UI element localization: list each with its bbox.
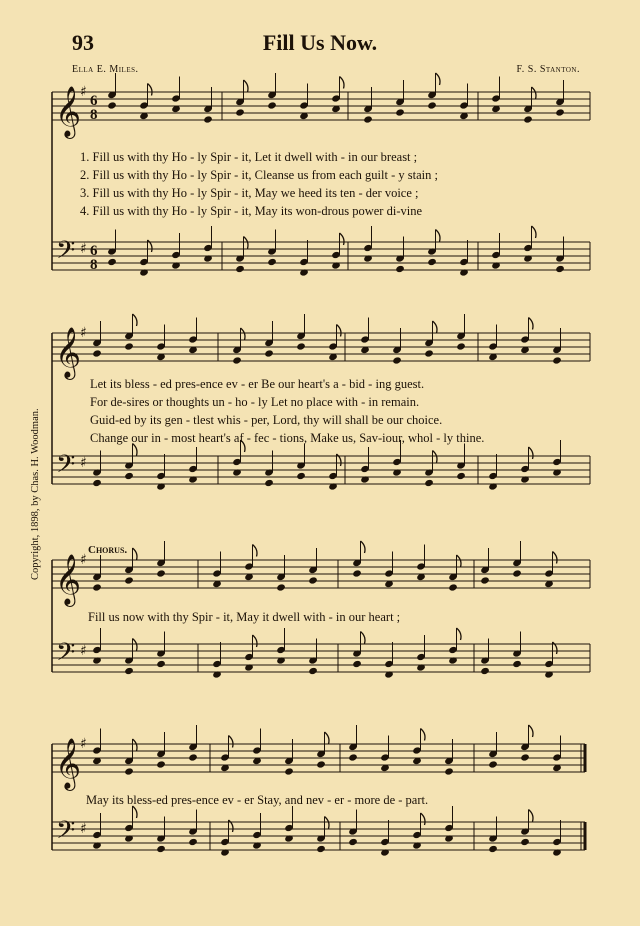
treble-clef-icon: 𝄞 [55,554,82,605]
verse-3-line: 3. Fill us with thy Ho - ly Spir - it, May we heed its ten - der voice ; [80,186,419,200]
note-head [235,265,245,273]
sharp-icon: ♯ [80,736,87,752]
bass-clef-icon: 𝄢 [56,236,76,271]
note-head [480,576,490,584]
note-flag [133,314,138,326]
sharp-icon: ♯ [80,643,87,659]
note-head [124,767,134,775]
sharp-icon: ♯ [80,241,87,257]
note-head [124,576,134,584]
note-head [107,258,117,266]
note-head [348,753,358,761]
treble-clef-icon: 𝄞 [55,86,82,137]
verse-4-line: 4. Fill us with thy Ho - ly Spir - it, May its won-drous power di-vine [80,204,422,218]
note-head [156,760,166,768]
verse-4-line-2: Change our in - most heart's af - fec - tions, Make us, Sav-iour, whol - ly thine. [90,431,485,445]
note-flag [241,328,246,340]
note-flag [253,545,258,557]
note-flag [340,233,345,245]
note-flag [532,87,537,99]
time-signature-bottom: 8 [90,257,98,273]
sharp-icon: ♯ [80,455,87,471]
note-head [352,660,362,668]
sharp-icon: ♯ [80,84,87,100]
note-flag [361,541,366,553]
bass-clef-icon: 𝄢 [56,450,76,485]
note-head [107,101,117,109]
note-head [124,472,134,480]
treble-clef-icon: 𝄞 [55,327,82,378]
note-flag [529,447,534,459]
verse-3-line-2: Guid-ed by its gen - tlest whis - per, Lord, thy will shall be our choice. [90,413,443,427]
bass-clef-icon: 𝄢 [56,638,76,673]
note-flag [529,318,534,330]
sharp-icon: ♯ [80,552,87,568]
note-head [316,760,326,768]
note-head [392,356,402,364]
note-head [488,845,498,853]
note-flag [133,639,138,651]
verse-2-line-2: For de-sires or thoughts un - ho - ly Let no place with - in remain. [90,395,420,409]
note-head [296,342,306,350]
note-head [363,115,373,123]
note-flag [133,548,138,560]
note-head [203,115,213,123]
note-head [488,760,498,768]
note-head [555,108,565,116]
note-head [512,660,522,668]
note-head [395,265,405,273]
note-head [264,479,274,487]
sharp-icon: ♯ [80,325,87,341]
note-flag [421,813,426,825]
note-head [520,753,530,761]
time-signature-top: 6 [90,243,98,259]
note-head [232,356,242,364]
note-head [296,472,306,480]
note-head [348,838,358,846]
note-flag [340,77,345,89]
chorus-line-1: Fill us now with thy Spir - it, May it dwell with - in our heart ; [88,610,401,624]
note-head [188,838,198,846]
note-flag [529,810,534,822]
hymn-number: 93 [72,30,94,55]
treble-clef-icon: 𝄞 [55,738,82,789]
note-head [480,667,490,675]
note-head [308,576,318,584]
note-flag [553,552,558,564]
note-flag [433,451,438,463]
note-flag [421,729,426,741]
chorus-line-2: May its bless-ed pres-ence ev - er Stay, and nev - er - more de - part. [86,793,429,807]
note-head [156,660,166,668]
note-flag [229,736,234,748]
note-head [523,115,533,123]
bass-clef-icon: 𝄢 [56,816,76,851]
note-flag [337,325,342,337]
note-head [427,258,437,266]
note-head [555,265,565,273]
note-head [267,101,277,109]
note-head [92,349,102,357]
note-head [308,667,318,675]
note-head [124,667,134,675]
note-head [92,479,102,487]
note-flag [457,628,462,640]
verse-1-line: 1. Fill us with thy Ho - ly Spir - it, Let it dwell with - in our breast ; [80,150,418,164]
note-head [456,342,466,350]
verse-1-line-2: Let its bless - ed pres-ence ev - er Be our heart's a - bid - ing guest. [90,377,425,391]
note-head [156,569,166,577]
note-head [520,838,530,846]
note-head [395,108,405,116]
verse-2-line: 2. Fill us with thy Ho - ly Spir - it, Cleanse us from each guilt - y stain ; [80,168,438,182]
composer-credit: F. S. Stanton. [516,64,580,75]
note-head [316,845,326,853]
note-head [124,342,134,350]
note-flag [436,73,441,85]
note-head [235,108,245,116]
hymn-title: Fill Us Now. [262,30,378,55]
note-head [264,349,274,357]
note-head [444,767,454,775]
time-signature-top: 6 [90,93,98,109]
note-head [552,356,562,364]
note-flag [433,321,438,333]
sharp-icon: ♯ [80,821,87,837]
note-flag [325,732,330,744]
note-head [267,258,277,266]
copyright-notice: Copyright, 1898, by Chas. H. Woodman. [30,408,41,580]
note-head [188,753,198,761]
note-head [448,583,458,591]
note-head [276,583,286,591]
note-head [456,472,466,480]
note-head [92,583,102,591]
note-head [156,845,166,853]
note-flag [244,237,249,249]
note-flag [529,725,534,737]
chorus-label: Chorus. [88,544,128,556]
lyricist-credit: Ella E. Miles. [72,64,139,75]
note-head [284,767,294,775]
note-head [352,569,362,577]
note-flag [361,632,366,644]
note-flag [253,635,258,647]
note-head [512,569,522,577]
note-flag [133,739,138,751]
note-head [427,101,437,109]
note-flag [532,226,537,238]
note-flag [325,817,330,829]
note-flag [457,555,462,567]
note-head [424,479,434,487]
note-flag [244,80,249,92]
time-signature-bottom: 8 [90,107,98,123]
note-flag [148,84,153,96]
note-flag [436,230,441,242]
note-head [424,349,434,357]
